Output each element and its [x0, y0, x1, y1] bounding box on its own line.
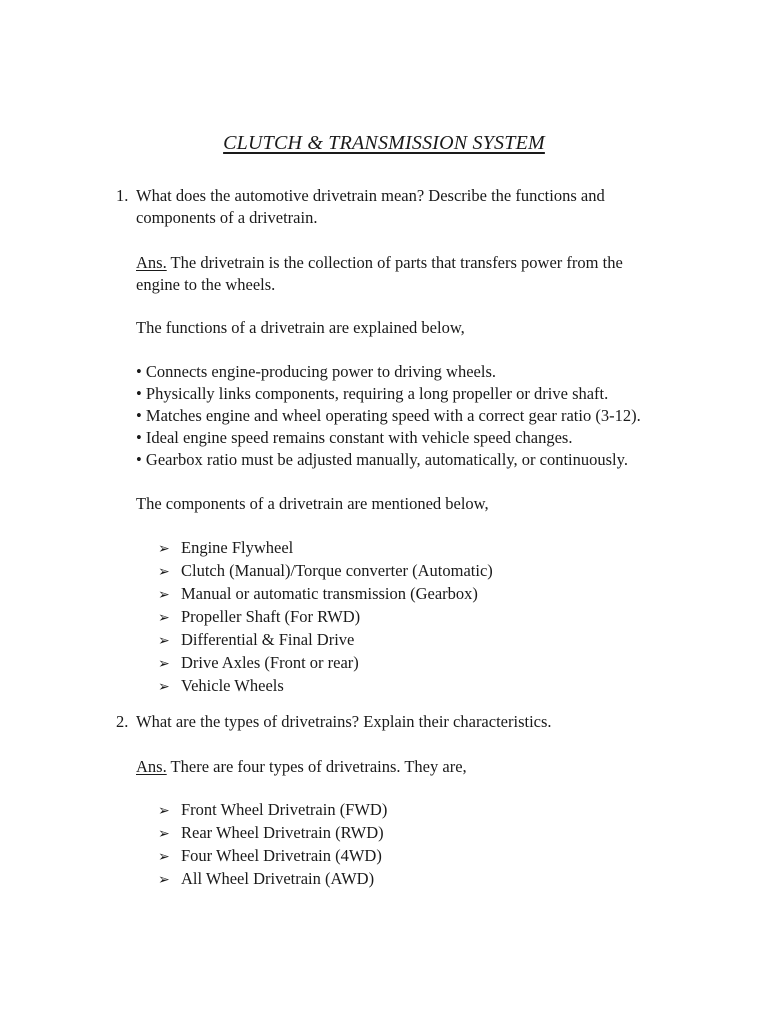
question-1-line-1: What does the automotive drivetrain mean? Describe the functions and — [136, 186, 605, 205]
drivetrain-types-list — [158, 799, 698, 891]
question-1-line-2: components of a drivetrain. — [136, 208, 318, 227]
list-item — [158, 675, 698, 698]
list-item — [158, 583, 698, 606]
answer-2-label: Ans. — [136, 757, 167, 776]
arrowhead-bullet-icon: ➢ — [158, 826, 170, 842]
list-item: • Matches engine and wheel operating speed with a correct gear ratio (3-12). — [136, 406, 641, 425]
components-list — [158, 537, 698, 698]
list-item-label: All Wheel Drivetrain (AWD) — [181, 869, 375, 888]
list-item-label: Vehicle Wheels — [181, 676, 284, 695]
page-title: CLUTCH & TRANSMISSION SYSTEM — [223, 132, 545, 154]
arrowhead-bullet-icon: ➢ — [158, 564, 170, 580]
list-item — [158, 560, 698, 583]
list-item — [158, 822, 698, 845]
list-item — [158, 799, 698, 822]
list-item-label: Differential & Final Drive — [181, 630, 355, 649]
functions-list — [136, 361, 696, 471]
list-item — [158, 868, 698, 891]
list-item: • Physically links components, requiring a long propeller or drive shaft. — [136, 384, 609, 403]
arrowhead-bullet-icon: ➢ — [158, 587, 170, 603]
components-intro: The components of a drivetrain are mentioned below, — [136, 494, 489, 513]
list-item — [158, 652, 698, 675]
arrowhead-bullet-icon: ➢ — [158, 633, 170, 649]
question-2-number: 2. — [116, 712, 129, 731]
functions-intro: The functions of a drivetrain are explained below, — [136, 318, 465, 337]
question-1-number: 1. — [116, 186, 129, 205]
answer-1-label: Ans. — [136, 253, 167, 272]
answer-2-text: There are four types of drivetrains. They are, — [166, 757, 467, 776]
arrowhead-bullet-icon: ➢ — [158, 656, 170, 672]
arrowhead-bullet-icon: ➢ — [158, 803, 170, 819]
list-item-label: Four Wheel Drivetrain (4WD) — [181, 846, 382, 865]
arrowhead-bullet-icon: ➢ — [158, 849, 170, 865]
answer-1-line-1 — [136, 252, 678, 274]
arrowhead-bullet-icon: ➢ — [158, 541, 170, 557]
list-item: • Ideal engine speed remains constant with vehicle speed changes. — [136, 428, 573, 447]
answer-2-line — [136, 756, 467, 778]
answer-1-text: The drivetrain is the collection of parts that transfers power from the — [166, 253, 623, 272]
list-item — [158, 537, 698, 560]
list-item-label: Engine Flywheel — [181, 538, 294, 557]
arrowhead-bullet-icon: ➢ — [158, 872, 170, 888]
list-item — [158, 606, 698, 629]
list-item: • Connects engine-producing power to driving wheels. — [136, 362, 496, 381]
arrowhead-bullet-icon: ➢ — [158, 610, 170, 626]
list-item — [158, 629, 698, 652]
list-item — [158, 845, 698, 868]
answer-1-line-2: engine to the wheels. — [136, 275, 276, 294]
list-item-label: Manual or automatic transmission (Gearbox) — [181, 584, 478, 603]
list-item: • Gearbox ratio must be adjusted manually, automatically, or continuously. — [136, 450, 628, 469]
arrowhead-bullet-icon: ➢ — [158, 679, 170, 695]
list-item-label: Clutch (Manual)/Torque converter (Automatic) — [181, 561, 493, 580]
list-item-label: Rear Wheel Drivetrain (RWD) — [181, 823, 384, 842]
list-item-label: Front Wheel Drivetrain (FWD) — [181, 800, 388, 819]
list-item-label: Propeller Shaft (For RWD) — [181, 607, 361, 626]
list-item-label: Drive Axles (Front or rear) — [181, 653, 359, 672]
question-2-text: What are the types of drivetrains? Explain their characteristics. — [136, 712, 552, 731]
